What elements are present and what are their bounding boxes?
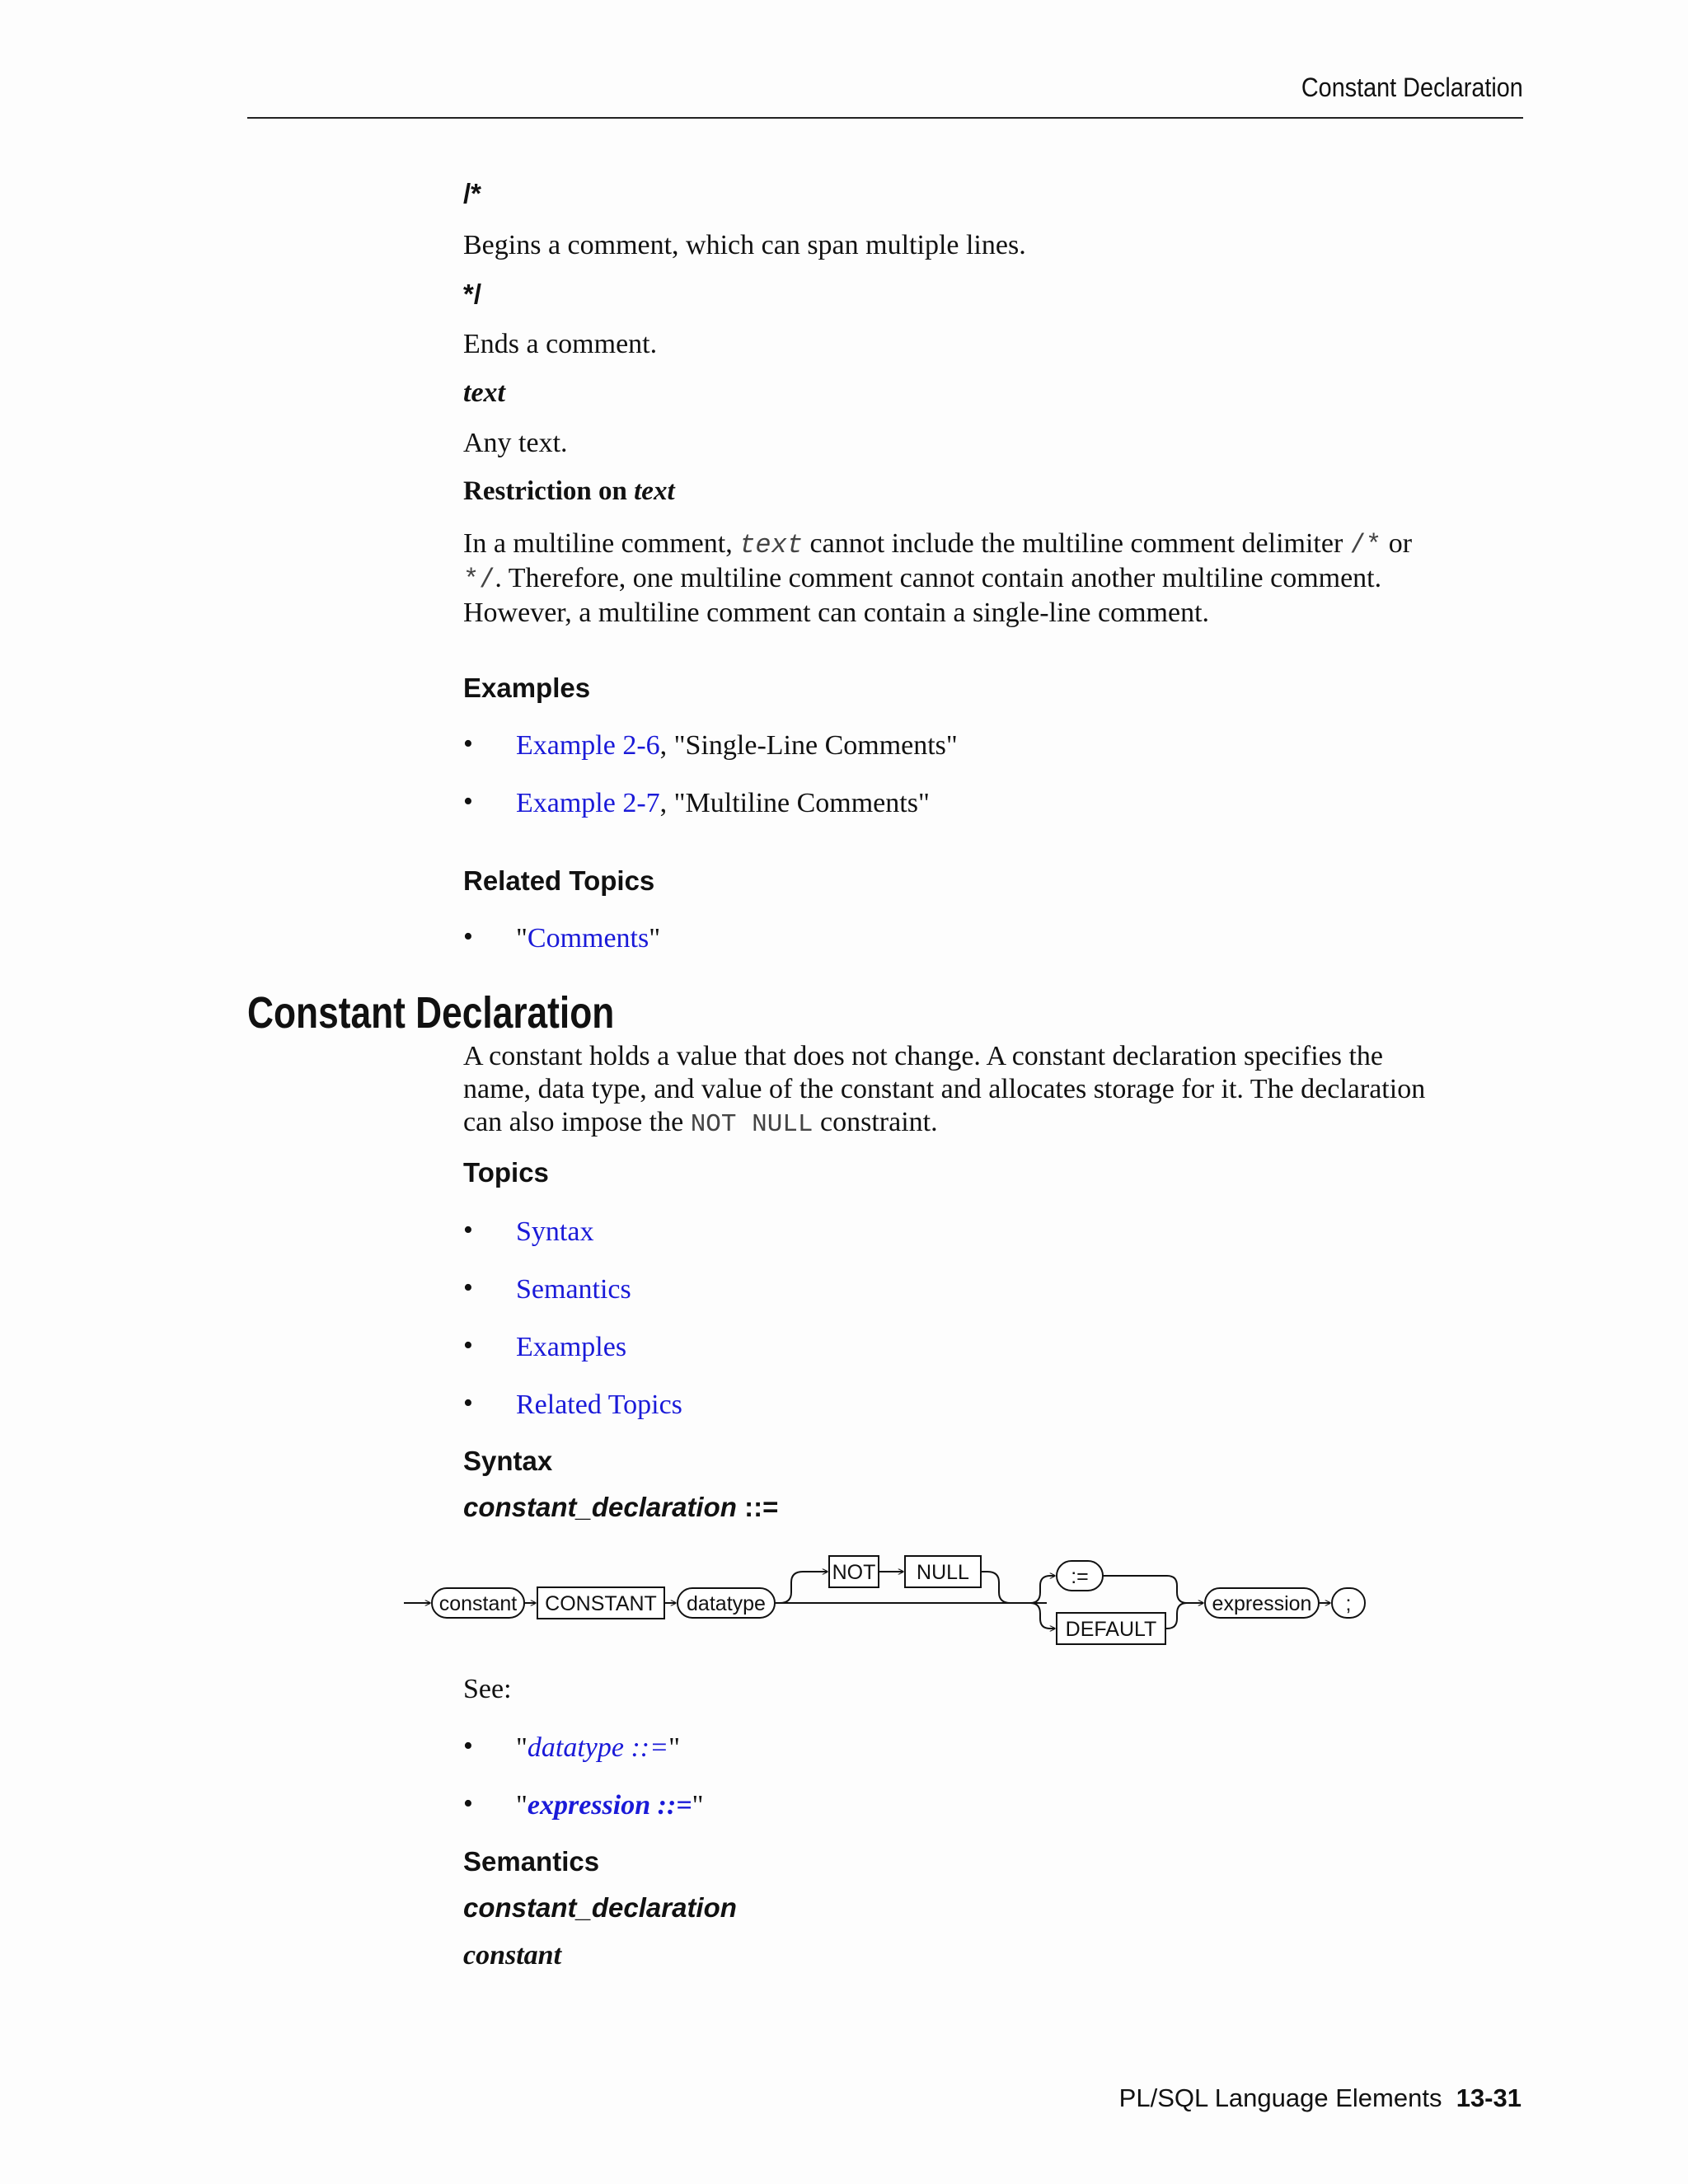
list-item-text: [516, 923, 660, 954]
list-item: [463, 1732, 1526, 1769]
page-number: 13-31: [1456, 2083, 1522, 2112]
footer-book-title: PL/SQL Language Elements: [1118, 2083, 1442, 2112]
expression-syntax-link[interactable]: expression ::=: [527, 1790, 692, 1821]
bullet: •: [463, 1788, 473, 1819]
example-2-7-link[interactable]: Example 2-7: [516, 788, 660, 818]
rail-branch-assign-return: [1103, 1576, 1187, 1603]
quote-open: ": [516, 923, 528, 954]
list-item: [463, 1390, 1526, 1426]
restriction-text-1: In a multiline comment,: [463, 528, 733, 559]
topic-link-syntax[interactable]: Syntax: [516, 1216, 594, 1247]
bullet: •: [463, 1330, 473, 1361]
restriction-line-2: [463, 562, 1526, 597]
restriction-heading-term: text: [634, 476, 675, 506]
rail-branch-not-null: [780, 1572, 828, 1603]
topic-link-related-topics[interactable]: Related Topics: [516, 1390, 682, 1420]
constant-term: constant: [463, 1940, 562, 1971]
datatype-syntax-link[interactable]: datatype ::=: [527, 1732, 669, 1763]
rail-branch-assign: [1030, 1576, 1055, 1603]
restriction-line-3: However, a multiline comment can contain a single-line comment.: [463, 598, 1210, 628]
syntax-rule-heading: [463, 1492, 1526, 1523]
syntax-rule-name: constant_declaration: [463, 1492, 737, 1522]
open-delimiter-term: /*: [463, 178, 482, 209]
section-title: Constant Declaration: [247, 988, 615, 1038]
restriction-paragraph: [463, 527, 1526, 630]
bullet: •: [463, 1731, 473, 1761]
node-default-label: DEFAULT: [1065, 1618, 1157, 1641]
intro-line-3: [463, 1106, 1526, 1141]
intro-text-end: constraint.: [820, 1107, 938, 1137]
topics-heading: Topics: [463, 1157, 549, 1188]
list-item: [463, 1332, 1526, 1368]
bullet: •: [463, 1272, 473, 1303]
quote-close: ": [692, 1790, 704, 1821]
node-datatype-label: datatype: [687, 1592, 766, 1615]
intro-paragraph: [463, 1040, 1526, 1141]
text-term: text: [463, 377, 505, 408]
list-item: [463, 1790, 1526, 1826]
syntax-rule-operator: ::=: [744, 1492, 779, 1522]
rail-join: [1165, 1603, 1203, 1629]
node-null-label: NULL: [917, 1561, 969, 1584]
restriction-heading-label: Restriction on: [463, 476, 627, 506]
restriction-code-close: */: [463, 565, 495, 595]
see-label: See:: [463, 1674, 512, 1704]
text-desc: Any text.: [463, 428, 568, 458]
topic-link-examples[interactable]: Examples: [516, 1332, 627, 1362]
header-rule: [247, 117, 1523, 119]
not-null-code: NOT NULL: [690, 1110, 814, 1139]
rail-branch-not-null-return: [981, 1572, 1010, 1603]
topic-link-semantics[interactable]: Semantics: [516, 1274, 631, 1305]
open-delimiter-desc: Begins a comment, which can span multiple lines.: [463, 230, 1026, 260]
quote-open: ": [516, 1732, 528, 1763]
close-delimiter-desc: Ends a comment.: [463, 329, 658, 359]
restriction-text-2: cannot include the multiline comment delimiter: [809, 528, 1343, 559]
restriction-line-1: [463, 527, 1526, 562]
bullet: •: [463, 1388, 473, 1418]
node-assign-label: :=: [1071, 1565, 1089, 1588]
semantics-heading: Semantics: [463, 1846, 600, 1877]
intro-line-1: A constant holds a value that does not change. A constant declaration specifies the: [463, 1041, 1384, 1071]
running-header: Constant Declaration: [1301, 73, 1523, 102]
node-semicolon-label: ;: [1345, 1592, 1352, 1615]
bullet: •: [463, 1215, 473, 1245]
examples-heading: Examples: [463, 673, 591, 703]
semantics-rule-heading: constant_declaration: [463, 1892, 737, 1923]
quote-close: ": [668, 1732, 680, 1763]
list-item: [463, 923, 1526, 959]
intro-line-2: name, data type, and value of the constant and allocates storage for it. The declaration: [463, 1074, 1426, 1104]
node-constant-label: constant: [438, 1592, 518, 1615]
related-topics-heading: Related Topics: [463, 865, 655, 896]
node-not-label: NOT: [832, 1561, 876, 1584]
list-item-text: [516, 788, 930, 819]
node-expression-label: expression: [1212, 1592, 1312, 1615]
bullet: •: [463, 786, 473, 817]
restriction-heading: [463, 476, 1526, 507]
syntax-heading: Syntax: [463, 1446, 553, 1476]
restriction-text-3: or: [1388, 528, 1413, 559]
railroad-diagram: [396, 1543, 1385, 1658]
example-2-7-title: , "Multiline Comments": [659, 788, 930, 818]
list-item: [463, 730, 1526, 766]
bullet: •: [463, 921, 473, 952]
comments-link[interactable]: Comments: [527, 923, 649, 954]
example-2-6-link[interactable]: Example 2-6: [516, 730, 660, 761]
node-constant-keyword-label: CONSTANT: [545, 1592, 657, 1615]
intro-text: can also impose the: [463, 1107, 684, 1137]
list-item: [463, 1216, 1526, 1253]
restriction-code-open: /*: [1349, 530, 1382, 560]
example-2-6-title: , "Single-Line Comments": [659, 730, 958, 761]
page-footer: [1119, 2083, 1522, 2113]
list-item-text: [516, 1790, 704, 1821]
quote-close: ": [649, 923, 661, 954]
list-item: [463, 1274, 1526, 1310]
list-item-text: [516, 1732, 680, 1764]
close-delimiter-term: */: [463, 279, 482, 309]
restriction-code-text: text: [739, 530, 804, 560]
rail-branch-default: [1030, 1603, 1055, 1629]
list-item-text: [516, 730, 958, 762]
list-item: [463, 788, 1526, 824]
bullet: •: [463, 729, 473, 759]
quote-open: ": [516, 1790, 528, 1821]
restriction-text-4: . Therefore, one multiline comment cannot contain another multiline comment.: [495, 563, 1382, 593]
